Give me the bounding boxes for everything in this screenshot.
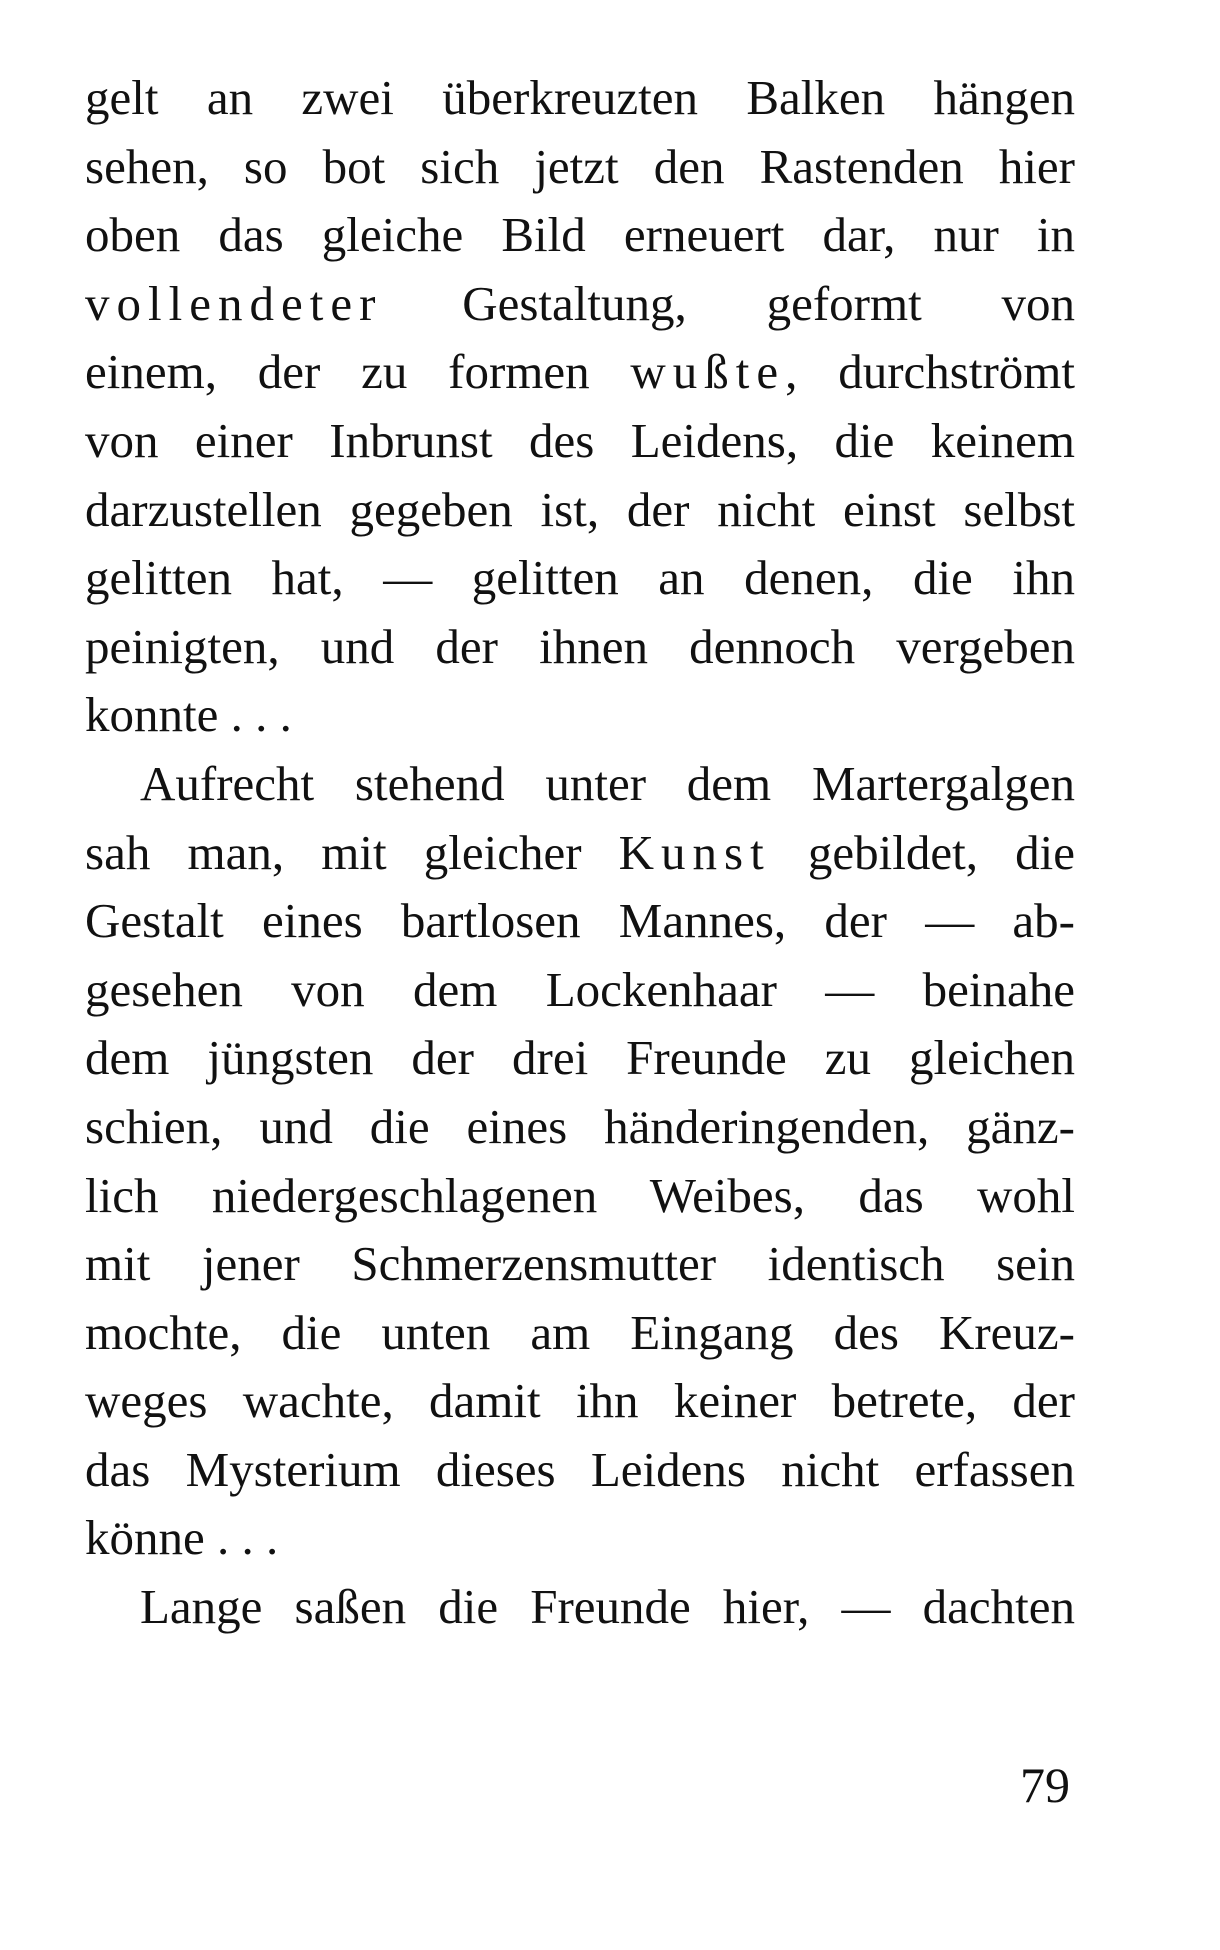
text-line: peinigten, und der ihnen dennoch vergeben	[85, 618, 1075, 674]
text-line	[85, 338, 1075, 407]
text-segment: einem, der zu formen	[85, 344, 631, 400]
emphasized-word: wußte	[630, 344, 786, 400]
text-line: oben das gleiche Bild erneuert dar, nur in	[85, 207, 1075, 263]
text-line: mit jener Schmerzensmutter identisch sein	[85, 1236, 1075, 1292]
paragraph-first-line: Aufrecht stehend unter dem Martergalgen	[140, 755, 1075, 811]
text-line: sehen, so bot sich jetzt den Rastenden hier	[85, 138, 1075, 194]
text-line: könne . . .	[85, 1510, 279, 1566]
text-segment: sah man, mit gleicher	[85, 824, 619, 880]
paragraph-first-line: Lange saßen die Freunde hier, — dachten	[140, 1579, 1075, 1635]
emphasized-word: vollendeter	[85, 275, 383, 331]
text-line: weges wachte, damit ihn keiner betrete, der	[85, 1373, 1075, 1429]
text-line: gelitten hat, — gelitten an denen, die ihn	[85, 550, 1075, 606]
text-line: schien, und die eines händeringenden, gänz-	[85, 1098, 1075, 1154]
text-line: mochte, die unten am Eingang des Kreuz-	[85, 1304, 1075, 1360]
text-line: gelt an zwei überkreuzten Balken hängen	[85, 70, 1075, 125]
text-line: darzustellen gegeben ist, der nicht einst selbst	[85, 481, 1075, 537]
text-line	[85, 270, 1075, 339]
text-line: gesehen von dem Lockenhaar — beinahe	[85, 961, 1075, 1017]
text-segment: Gestaltung, geformt von	[382, 275, 1075, 331]
page-number: 79	[1020, 1757, 1070, 1813]
text-line: lich niedergeschlagenen Weibes, das wohl	[85, 1167, 1075, 1223]
text-line: das Mysterium dieses Leidens nicht erfassen	[85, 1441, 1075, 1497]
emphasized-word: Kunst	[618, 824, 771, 880]
text-line: von einer Inbrunst des Leidens, die keinem	[85, 412, 1075, 468]
text-line	[85, 819, 1075, 888]
book-page-text	[85, 64, 1075, 1642]
text-segment: gebildet, die	[770, 824, 1076, 880]
text-line: Gestalt eines bartlosen Mannes, der — ab-	[85, 893, 1075, 949]
text-segment: , durchströmt	[785, 344, 1075, 400]
text-line: konnte . . .	[85, 687, 292, 743]
text-line: dem jüngsten der drei Freunde zu gleichen	[85, 1030, 1075, 1086]
